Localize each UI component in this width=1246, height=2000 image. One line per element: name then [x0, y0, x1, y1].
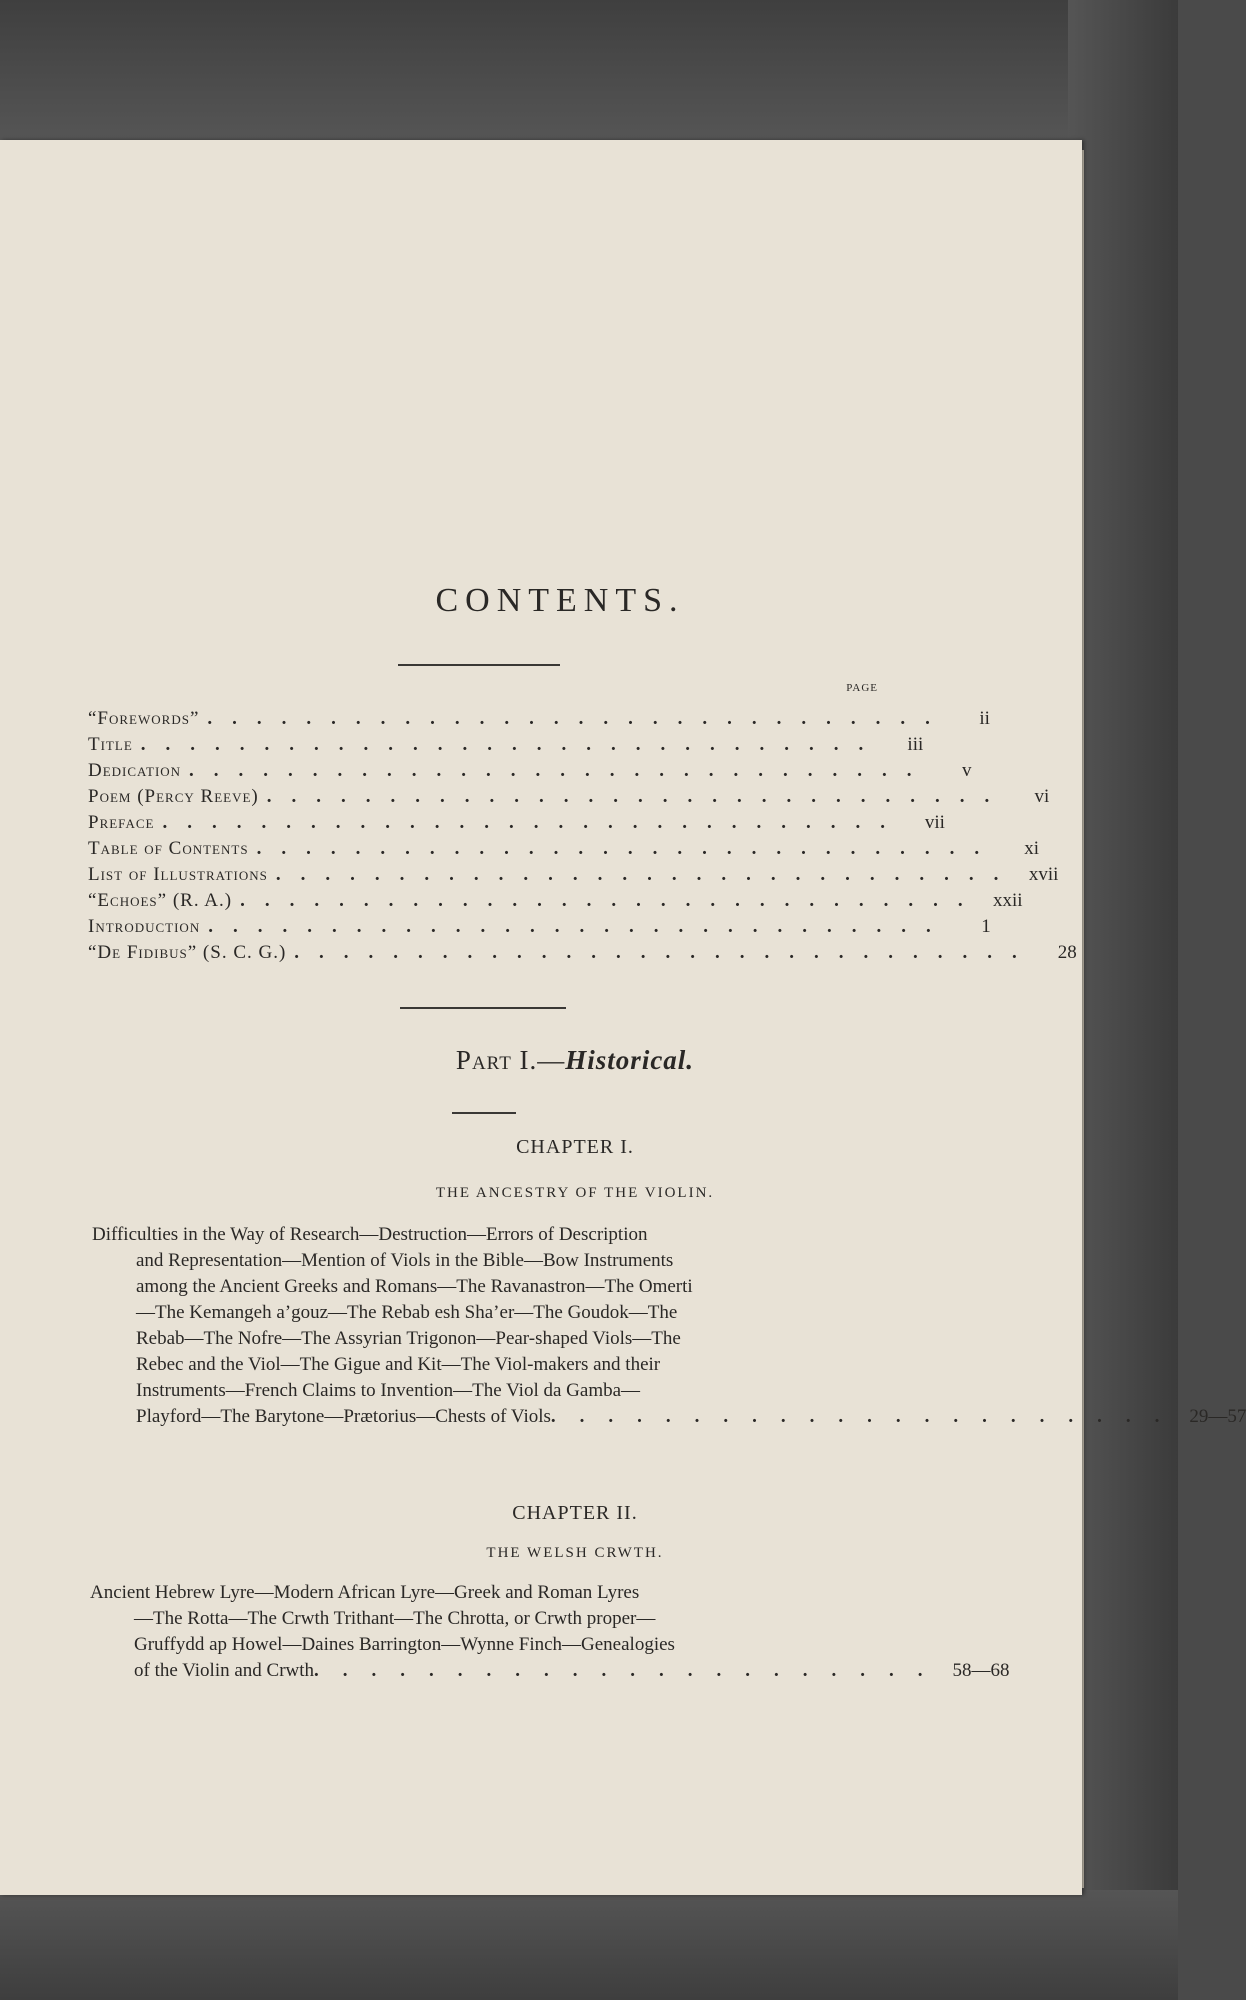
leader-dots: .............................. — [207, 708, 950, 729]
chapter-2-heading: CHAPTER II. — [512, 1502, 638, 1524]
leader-dots: .............................. — [162, 812, 905, 833]
chapter-2-pages: 58—68 — [952, 1660, 1010, 1681]
toc-entry-page: v — [962, 760, 972, 781]
toc-entry-page: ii — [979, 708, 990, 729]
toc-entry-page: xi — [1024, 838, 1040, 859]
part-heading — [0, 1045, 1150, 1076]
title-rule — [398, 664, 560, 666]
part-name: Historical. — [565, 1045, 695, 1075]
toc-entry-page: xxii — [993, 890, 1023, 911]
chapter-2-last-line: of the Violin and Crwth ...................... 58—68 — [90, 1658, 876, 1684]
toc-entry-label: Poem (Percy Reeve) — [88, 786, 259, 807]
summary-line: Rebab—The Nofre—The Assyrian Trigonon—Pear-shaped Viols—The — [136, 1328, 681, 1349]
leader-dots: ...................... — [550, 1406, 1184, 1427]
leader-dots: .............................. — [189, 760, 932, 781]
leader-dots: .............................. — [208, 916, 951, 937]
toc-entry-page: vii — [924, 812, 945, 833]
contents-list — [88, 682, 1077, 968]
toc-entry — [88, 916, 991, 942]
background-bottom — [0, 1890, 1178, 2000]
toc-entry — [88, 942, 1077, 968]
leader-dots: .............................. — [275, 864, 1019, 885]
chapter-1-subtitle: THE ANCESTRY OF THE VIOLIN. — [435, 1185, 715, 1201]
leader-dots: .............................. — [256, 838, 1000, 859]
toc-entry — [88, 708, 990, 734]
toc-entry-label: “De Fidibus” (S. C. G.) — [88, 942, 287, 963]
summary-line: and Representation—Mention of Viols in the Bible—Bow Instruments — [136, 1250, 674, 1271]
toc-entry-label: Title — [88, 734, 133, 755]
toc-entry-label: Introduction — [88, 916, 201, 937]
page-column-header: PAGE — [846, 682, 878, 694]
leader-dots: ...................... — [314, 1660, 947, 1681]
toc-entry-label: Table of Contents — [88, 838, 249, 859]
toc-entry — [88, 812, 945, 838]
toc-entry-label: Dedication — [88, 760, 182, 781]
part-prefix: Part I.— — [455, 1045, 566, 1075]
toc-entry-page: 1 — [981, 916, 991, 937]
leader-dots: .............................. — [240, 890, 983, 911]
toc-entry-page: iii — [907, 734, 924, 755]
summary-line: Difficulties in the Way of Research—Destruction—Errors of Description — [92, 1224, 648, 1245]
background-right — [1068, 0, 1178, 2000]
chapter-1-last-line: Playford—The Barytone—Prætorius—Chests of Viols ...................... 29—57 — [92, 1404, 876, 1430]
chapter-1-pages: 29—57 — [1189, 1406, 1246, 1427]
leader-dots: .............................. — [294, 942, 1037, 963]
chapter-1-summary — [92, 1222, 1246, 1430]
toc-entry — [88, 786, 1050, 812]
toc-entry — [88, 760, 972, 786]
toc-entry — [88, 864, 1059, 890]
background-top — [0, 0, 1178, 140]
toc-entry-label: “Echoes” (R. A.) — [88, 890, 233, 911]
chapter-2-subtitle: THE WELSH CRWTH. — [486, 1545, 664, 1561]
leader-dots: .............................. — [266, 786, 1010, 807]
toc-entry-page: vi — [1034, 786, 1050, 807]
chapter-2-summary — [90, 1580, 1010, 1684]
chapter-1-heading: CHAPTER I. — [516, 1136, 634, 1158]
contents-title: CONTENTS. — [435, 582, 685, 619]
summary-line: Ancient Hebrew Lyre—Modern African Lyre—Greek and Roman Lyres — [90, 1582, 640, 1603]
toc-entry-label: Preface — [88, 812, 155, 833]
toc-entry — [88, 838, 1040, 864]
summary-line: —The Rotta—The Crwth Trithant—The Chrotta, or Crwth proper— — [134, 1608, 656, 1629]
section-rule — [400, 1007, 566, 1009]
toc-entry-label: “Forewords” — [88, 708, 200, 729]
toc-entry — [88, 890, 1023, 916]
summary-line: Instruments—French Claims to Invention—The Viol da Gamba— — [136, 1380, 641, 1401]
toc-entry — [88, 734, 924, 760]
toc-entry-page: 28 — [1057, 942, 1077, 963]
summary-line: —The Kemangeh a’gouz—The Rebab esh Sha’er—The Goudok—The — [136, 1302, 678, 1323]
summary-line: among the Ancient Greeks and Romans—The Ravanastron—The Omerti — [136, 1276, 693, 1297]
summary-line: Rebec and the Viol—The Gigue and Kit—The Viol-makers and their — [136, 1354, 661, 1375]
leader-dots: .............................. — [140, 734, 884, 755]
toc-entry-page: xvii — [1028, 864, 1059, 885]
summary-line: Gruffydd ap Howel—Daines Barrington—Wynne Finch—Genealogies — [134, 1634, 675, 1655]
toc-entry-label: List of Illustrations — [88, 864, 268, 885]
part-rule — [452, 1112, 516, 1114]
